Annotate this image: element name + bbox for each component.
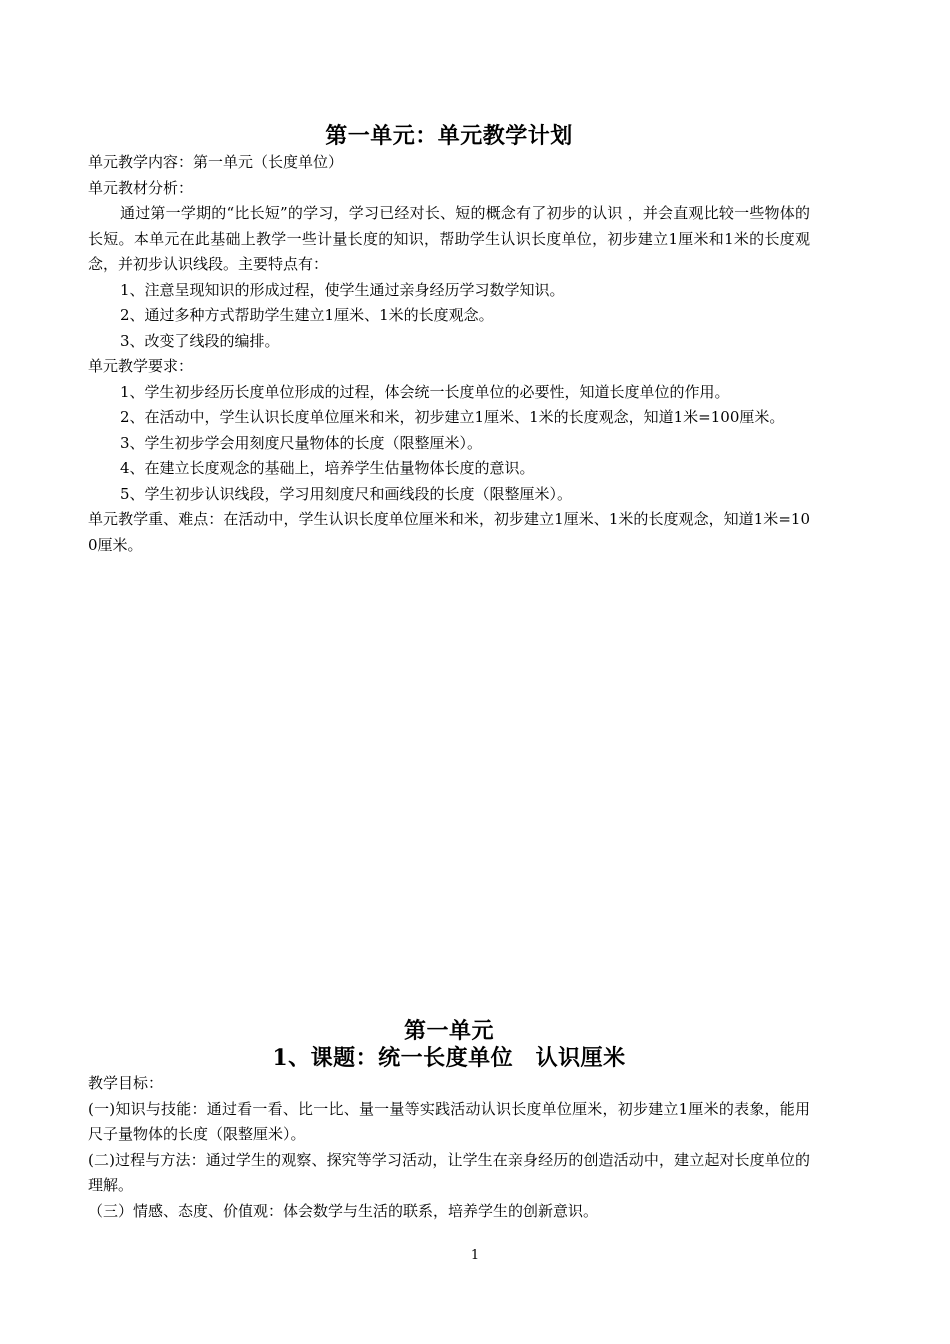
goal-item: (一)知识与技能：通过看一看、比一比、量一量等实践活动认识长度单位厘米，初步建立1厘米的表象，能用尺子量物体的长度（限整厘米）。 [88,1099,810,1143]
goal-item: （三）情感、态度、价值观：体会数学与生活的联系，培养学生的创新意识。 [88,1201,599,1220]
analysis-label: 单元教材分析： [88,178,194,197]
content-label: 单元教学内容：第一单元（长度单位） [88,153,344,171]
feature-item: 1、注意呈现知识的形成过程，使学生通过亲身经历学习数学知识。 [120,280,565,299]
goals-label: 教学目标： [88,1074,164,1092]
requirement-item: 5、学生初步认识线段，学习用刻度尺和画线段的长度（限整厘米）。 [120,484,573,503]
page-number: 1 [470,1248,480,1263]
lesson-title: 1、课题：统一长度单位 认识厘米 [272,1045,626,1071]
goal-item: (二)过程与方法：通过学生的观察、探究等学习活动，让学生在亲身经历的创造活动中，建立起对长度单位的理解。 [88,1150,810,1194]
lesson-unit-title: 第一单元 [403,1018,494,1044]
requirement-item: 1、学生初步经历长度单位形成的过程，体会统一长度单位的必要性，知道长度单位的作用。 [120,382,730,401]
requirements-label: 单元教学要求： [88,357,194,375]
key-points-paragraph: 单元教学重、难点：在活动中，学生认识长度单位厘米和米，初步建立1厘米、1米的长度观念，知道1米=100厘米。 [88,510,810,554]
analysis-paragraph: 通过第一学期的“比长短”的学习，学习已经对长、短的概念有了初步的认识 ，并会直观比较一些物体的长短。本单元在此基础上教学一些计量长度的知识，帮助学生认识长度单位，初步建立1厘米和1米的长度观念，并初步认识线段。主要特点有： [88,204,810,273]
lesson-goals-section [88,1071,810,1224]
unit-plan-title: 第一单元：单元教学计划 [325,123,573,149]
requirement-item: 3、学生初步学会用刻度尺量物体的长度（限整厘米）。 [120,433,483,452]
requirement-item: 4、在建立长度观念的基础上，培养学生估量物体长度的意识。 [120,459,535,477]
feature-item: 2、通过多种方式帮助学生建立1厘米、1米的长度观念。 [120,306,494,324]
feature-item: 3、改变了线段的编排。 [120,331,280,350]
unit-plan-section [88,150,810,558]
requirement-item: 2、在活动中，学生认识长度单位厘米和米，初步建立1厘米、1米的长度观念，知道1米=100厘米。 [120,408,785,426]
